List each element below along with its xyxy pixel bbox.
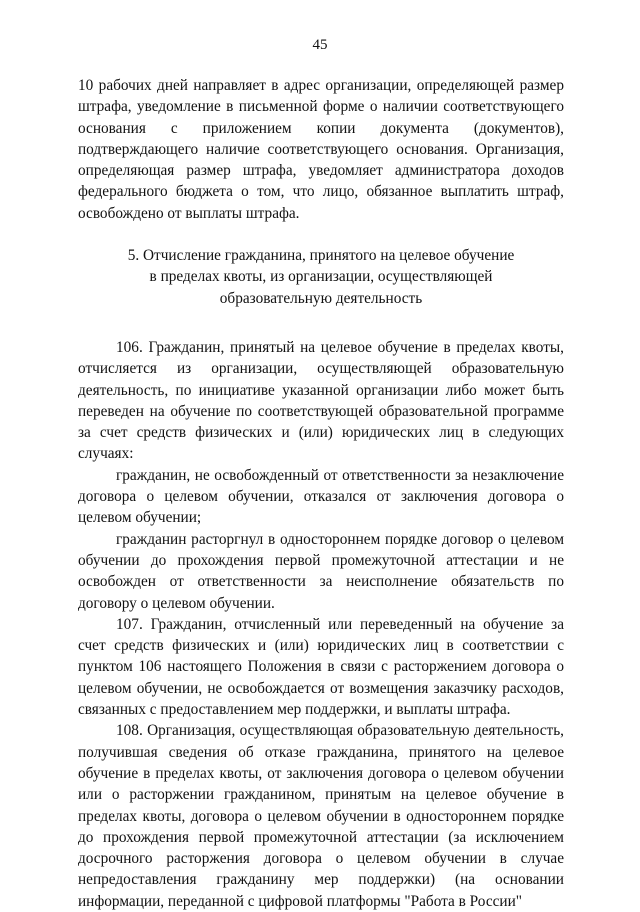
paragraph-106: 106. Гражданин, принятый на целевое обучение в пределах квоты, отчисляется из организации, осуществляющей образовательную деятельность, по инициативе указанной организации либо может быть переведен на обучение по соответствующей образовательной программе за счет средств физических и (или) юридических лиц в следующих случаях: (78, 338, 564, 463)
paragraph-107: 107. Гражданин, отчисленный или переведенный на обучение за счет средств физических и (или) юридических лиц в соответствии с пунктом 106 настоящего Положения в связи с расторжением договора о целевом обучении, не освобождается от возмещения заказчику расходов, связанных с предоставлением мер поддержки, и выплаты штрафа. (78, 615, 564, 719)
section-heading-line: образовательную деятельность (219, 289, 423, 307)
page-number: 45 (312, 37, 328, 53)
paragraph-106-case-2: гражданин расторгнул в одностороннем порядке договор о целевом обучении до прохождения первой промежуточной аттестации и не освобожден от ответственности за неисполнение обязательств по договору о целевом обучении. (78, 530, 564, 612)
paragraph-108: 108. Организация, осуществляющая образовательную деятельность, получившая сведения об отказе гражданина, принятого на целевое обучение в пределах квоты, от заключения договора о целевом обучении или о расторжении гражданином, принятым на целевое обучение в пределах квоты, договора о целевом обучении в одностороннем порядке до прохождения первой промежуточной аттестации (за исключением досрочного расторжения договора о целевом обучении в случае непредоставления гражданину мер поддержки) (на основании информации, переданной с цифровой платформы "Работа в России" (78, 722, 564, 910)
paragraph-106-case-1: гражданин, не освобожденный от ответственности за незаключение договора о целевом обучении, отказался от заключения договора о целевом обучении; (78, 466, 564, 527)
section-heading-line: в пределах квоты, из организации, осуществляющей (149, 268, 493, 286)
section-heading (78, 245, 564, 309)
document-body (78, 75, 564, 912)
paragraph-continuation: 10 рабочих дней направляет в адрес организации, определяющей размер штрафа, уведомление в письменной форме о наличии соответствующего основания с приложением копии документа (документов), подтверждающего наличие соответствующего основания. Организация, определяющая размер штрафа, уведомляет администратора доходов федерального бюджета о том, что лицо, обязанное выплатить штраф, освобождено от выплаты штрафа. (78, 77, 564, 222)
section-heading-line: 5. Отчисление гражданина, принятого на целевое обучение (127, 247, 515, 265)
